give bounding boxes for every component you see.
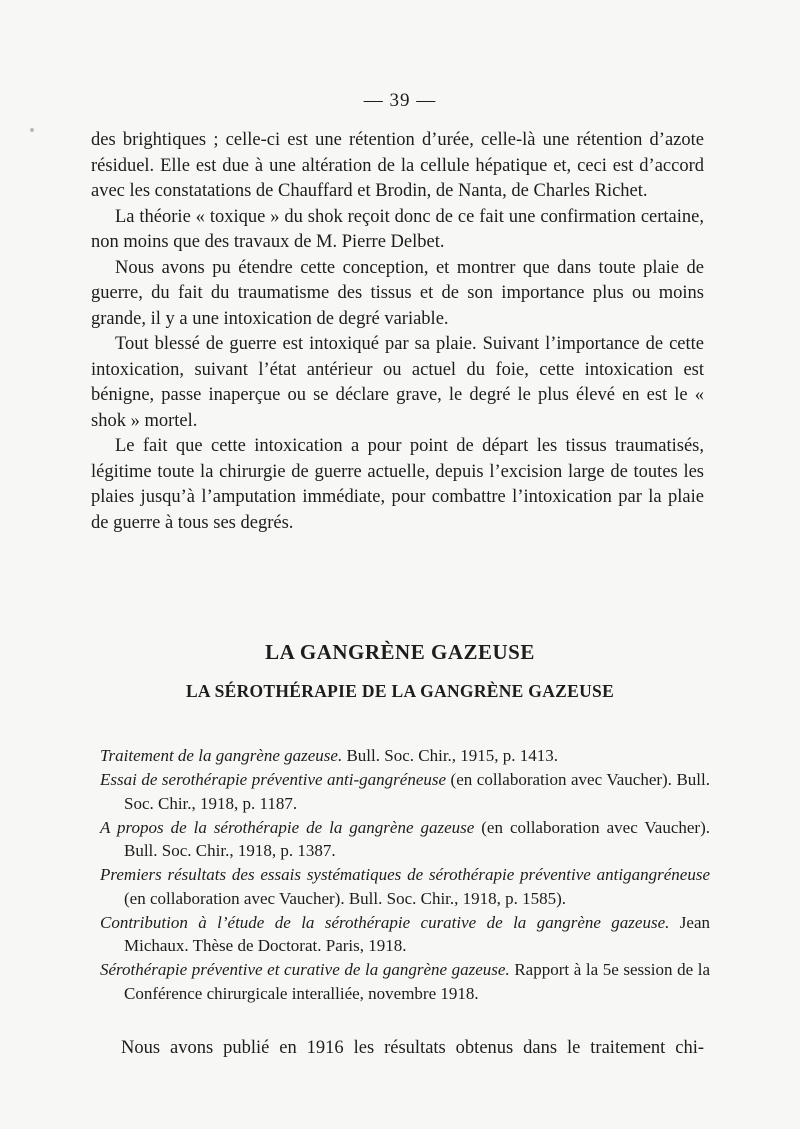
reference-details: Bull. Soc. Chir., 1915, p. 1413.	[342, 746, 559, 765]
paragraph: Nous avons pu étendre cette conception, et montrer que dans toute plaie de guerre, du fait du traumatisme des tissus et de son importance plus ou moins grande, il y a une intoxication de degré variable.	[91, 257, 704, 329]
paragraph: des brightiques ; celle-ci est une rétention d’urée, celle-là une rétention d’azote résiduel. Elle est due à une altération de la cellule hépatique et, ceci est d’accord avec les constatations de Chauffard et Brodin, de Nanta, de Charles Richet.	[91, 130, 704, 201]
reference-title: Traitement de la gangrène gazeuse.	[100, 746, 343, 765]
body-text	[91, 128, 704, 536]
closing-text: Nous avons publié en 1916 les résultats obtenus dans le traitement chi-	[121, 1038, 704, 1058]
reference-title: Contribution à l’étude de la sérothérapie curative de la gangrène gazeuse.	[100, 912, 670, 932]
reference-item	[100, 768, 710, 815]
reference-details: Rapport à la 5e session de la Conférence chirurgicale interalliée, novembre 1918.	[124, 960, 710, 1003]
reference-item	[100, 744, 710, 768]
reference-item	[100, 863, 710, 910]
reference-item	[100, 816, 710, 863]
reference-list	[100, 744, 710, 1006]
paragraph: Le fait que cette intoxication a pour point de départ les tissus traumatisés, légitime toute la chirurgie de guerre actuelle, depuis l’excision large de toutes les plaies jusqu’à l’amputation immédiate, pour combattre l’intoxication par la plaie de guerre à tous ses degrés.	[91, 436, 704, 533]
reference-item	[100, 958, 710, 1005]
closing-paragraph	[91, 1036, 704, 1062]
paragraph: La théorie « toxique » du shok reçoit donc de ce fait une confirmation certaine, non moins que des travaux de M. Pierre Delbet.	[91, 206, 704, 252]
reference-title: Essai de serothérapie préventive anti-gangréneuse	[100, 770, 447, 789]
reference-title: Premiers résultats des essais systématiques de sérothérapie préventive antigangréneuse	[100, 865, 710, 884]
section-subheading: LA SÉROTHÉRAPIE DE LA GANGRÈNE GAZEUSE	[185, 681, 615, 701]
paragraph: Tout blessé de guerre est intoxiqué par sa plaie. Suivant l’importance de cette intoxication, suivant l’état antérieur ou actuel du foie, cette intoxication est bénigne, passe inaperçue ou se déclare grave, le degré le plus élevé en est le « shok » mortel.	[91, 334, 704, 431]
page-number: — 39 —	[363, 90, 437, 111]
section-heading: LA GANGRÈNE GAZEUSE	[265, 640, 535, 664]
reference-details: Jean Michaux. Thèse de Doctorat. Paris, 1918.	[124, 912, 710, 955]
print-speck	[30, 128, 34, 132]
reference-title: Sérothérapie préventive et curative de la gangrène gazeuse.	[100, 960, 510, 979]
reference-details: (en collaboration avec Vaucher). Bull. Soc. Chir., 1918, p. 1585).	[124, 888, 567, 908]
reference-title: A propos de la sérothérapie de la gangrène gazeuse	[100, 817, 475, 837]
reference-details: (en collaboration avec Vaucher). Bull. Soc. Chir., 1918, p. 1387.	[124, 817, 710, 860]
reference-item	[100, 911, 710, 958]
reference-details: (en collaboration avec Vaucher). Bull. Soc. Chir., 1918, p. 1187.	[124, 770, 710, 813]
